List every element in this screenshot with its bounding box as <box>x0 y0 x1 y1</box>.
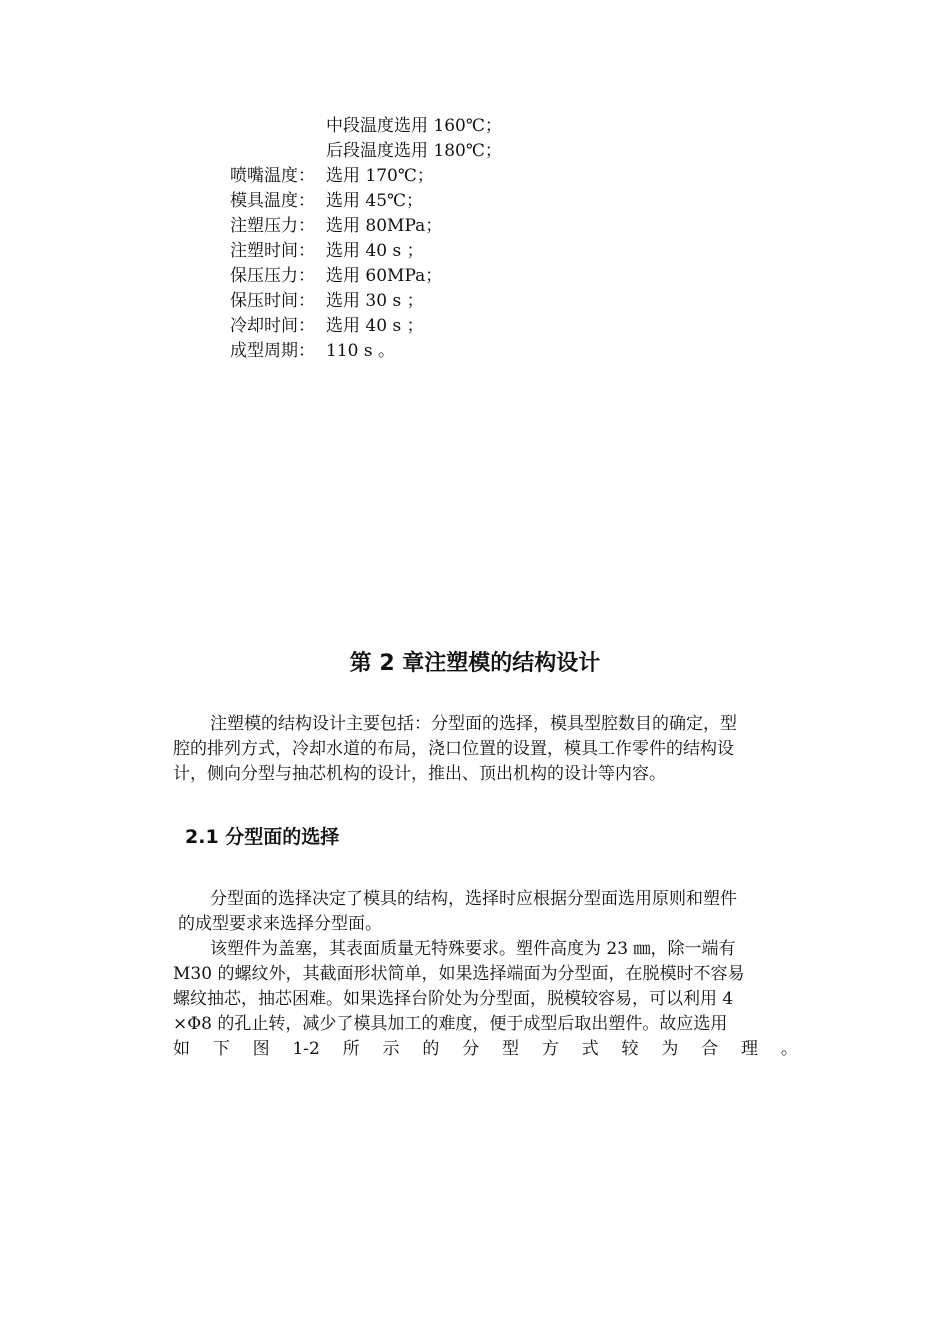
word: 型 <box>502 1039 520 1059</box>
param-row <box>230 214 502 239</box>
chapter-intro-paragraph <box>173 712 806 787</box>
paragraph-line: 螺纹抽芯，抽芯困难。如果选择台阶处为分型面，脱模较容易，可以利用 4 <box>173 989 734 1009</box>
param-label: 注塑时间： <box>230 241 315 261</box>
word: 示 <box>382 1039 400 1059</box>
param-value: 选用 80MPa； <box>326 216 443 236</box>
word: 如 <box>173 1039 190 1059</box>
param-value: 选用 170℃； <box>326 166 434 186</box>
section-paragraph-1 <box>173 887 806 937</box>
param-row <box>230 264 502 289</box>
section-heading: 2.1 分型面的选择 <box>185 826 340 848</box>
param-row <box>230 239 502 264</box>
word: 1-2 <box>292 1039 320 1059</box>
param-value: 选用 45℃； <box>326 191 424 211</box>
paragraph-last-line <box>173 1037 798 1062</box>
paragraph-line: 该塑件为盖塞，其表面质量无特殊要求。塑件高度为 23 ㎜，除一端有 <box>210 939 736 959</box>
param-row <box>230 289 502 314</box>
word: 方 <box>541 1039 559 1059</box>
param-label: 注塑压力： <box>230 216 315 236</box>
param-row <box>230 189 502 214</box>
param-label: 保压时间： <box>230 291 315 311</box>
paragraph-line: 分型面的选择决定了模具的结构，选择时应根据分型面选用原则和塑件 <box>210 889 737 909</box>
parameter-list <box>230 114 502 364</box>
param-label: 保压压力： <box>230 266 315 286</box>
param-value: 选用 30 s ； <box>326 291 424 311</box>
param-value: 110 s 。 <box>326 341 395 361</box>
paragraph-line: 腔的排列方式，冷却水道的布局，浇口位置的设置，模具工作零件的结构设 <box>173 739 734 759</box>
param-row <box>230 339 502 364</box>
chapter-title: 第 2 章注塑模的结构设计 <box>349 651 601 676</box>
word: 式 <box>581 1039 599 1059</box>
paragraph-line: 的成型要求来选择分型面。 <box>178 914 382 934</box>
param-value: 后段温度选用 180℃； <box>326 141 502 161</box>
word: 为 <box>661 1039 679 1059</box>
paragraph-line: 计，侧向分型与抽芯机构的设计，推出、顶出机构的设计等内容。 <box>173 764 666 784</box>
word: 较 <box>621 1039 639 1059</box>
word: 分 <box>462 1039 480 1059</box>
param-row <box>230 164 502 189</box>
word: 所 <box>342 1039 360 1059</box>
param-label: 冷却时间： <box>230 316 315 336</box>
param-row <box>230 139 502 164</box>
param-row <box>230 314 502 339</box>
word: 。 <box>780 1039 798 1059</box>
section-paragraph-2 <box>173 937 806 1062</box>
param-row <box>230 114 502 139</box>
word: 图 <box>252 1039 270 1059</box>
word: 下 <box>212 1039 230 1059</box>
param-value: 选用 40 s ； <box>326 241 424 261</box>
word: 合 <box>701 1039 719 1059</box>
paragraph-line: 注塑模的结构设计主要包括：分型面的选择，模具型腔数目的确定，型 <box>210 714 737 734</box>
param-label: 成型周期： <box>230 341 315 361</box>
word: 理 <box>740 1039 758 1059</box>
paragraph-line: ×Φ8 的孔止转，减少了模具加工的难度，便于成型后取出塑件。故应选用 <box>173 1014 728 1034</box>
param-label: 模具温度： <box>230 191 315 211</box>
param-label: 喷嘴温度： <box>230 166 315 186</box>
param-value: 选用 40 s ； <box>326 316 424 336</box>
param-value: 选用 60MPa； <box>326 266 443 286</box>
paragraph-line: M30 的螺纹外，其截面形状简单，如果选择端面为分型面，在脱模时不容易 <box>173 964 745 984</box>
word: 的 <box>422 1039 440 1059</box>
param-value: 中段温度选用 160℃； <box>326 116 502 136</box>
